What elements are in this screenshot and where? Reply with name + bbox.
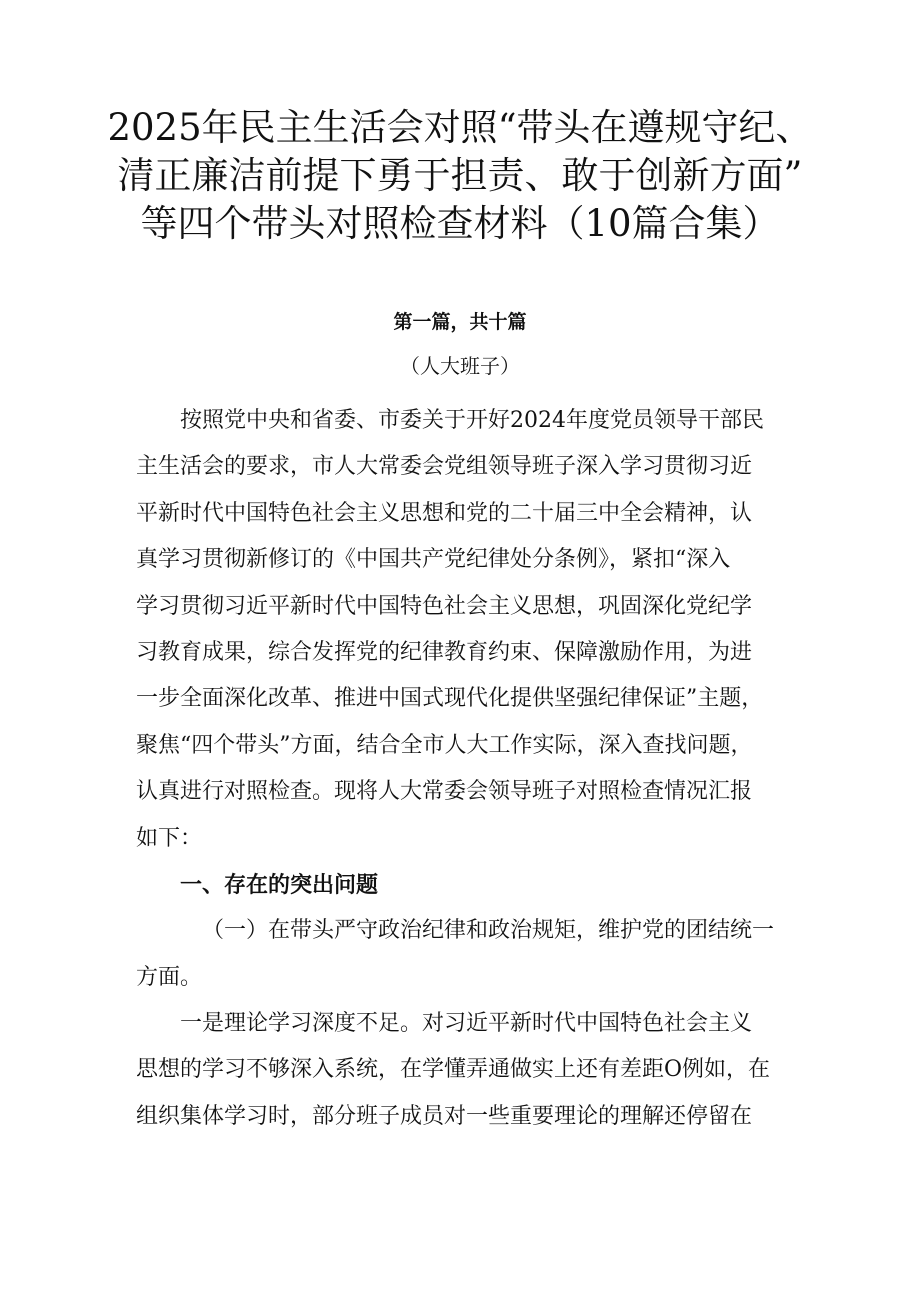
paragraph-line: 按照党中央和省委、市委关于开好2024年度党员领导干部民 bbox=[180, 408, 764, 433]
paragraph-line: 思想的学习不够深入系统，在学懂弄通做实上还有差距O例如，在 bbox=[136, 1057, 771, 1083]
paragraph-line: 主生活会的要求，市人大常委会党组领导班子深入学习贯彻习近 bbox=[136, 454, 753, 480]
title-line-3: 等四个带头对照检查材料（10篇合集） bbox=[140, 202, 780, 245]
paragraph-line: 一是理论学习深度不足。对习近平新时代中国特色社会主义 bbox=[180, 1011, 753, 1037]
paragraph-line: 组织集体学习时，部分班子成员对一些重要理论的理解还停留在 bbox=[136, 1103, 753, 1129]
subsection-heading: （一）在带头严守政治纪律和政治规矩，维护党的团结统一 bbox=[202, 918, 775, 944]
section-label: （人大班子） bbox=[400, 354, 520, 378]
document-title bbox=[100, 104, 820, 248]
part-label: 第一篇，共十篇 bbox=[393, 311, 527, 333]
paragraph-line: 习教育成果，综合发挥党的纪律教育约束、保障激励作用，为进 bbox=[136, 639, 753, 665]
paragraph-line: 如下： bbox=[136, 825, 203, 851]
paragraph-line: 学习贯彻习近平新时代中国特色社会主义思想，巩固深化党纪学 bbox=[136, 593, 753, 619]
title-line-1: 2025年民主生活会对照“带头在遵规守纪、 bbox=[107, 106, 813, 149]
paragraph-line: 一步全面深化改革、推进中国式现代化提供坚强纪律保证”主题， bbox=[136, 686, 764, 712]
document-body bbox=[136, 398, 796, 1140]
paragraph-line: 真学习贯彻新修订的《中国共产党纪律处分条例》，紧扣“深入 bbox=[136, 547, 731, 573]
paragraph-line: 方面。 bbox=[136, 964, 203, 990]
section-heading: 一、存在的突出问题 bbox=[180, 871, 379, 898]
paragraph-line: 聚焦“四个带头”方面，结合全市人大工作实际，深入查找问题， bbox=[136, 732, 753, 758]
paragraph-line: 平新时代中国特色社会主义思想和党的二十届三中全会精神，认 bbox=[136, 500, 753, 526]
title-line-2: 清正廉洁前提下勇于担责、敢于创新方面” bbox=[117, 154, 803, 197]
paragraph-line: 认真进行对照检查。现将人大常委会领导班子对照检查情况汇报 bbox=[136, 779, 753, 805]
